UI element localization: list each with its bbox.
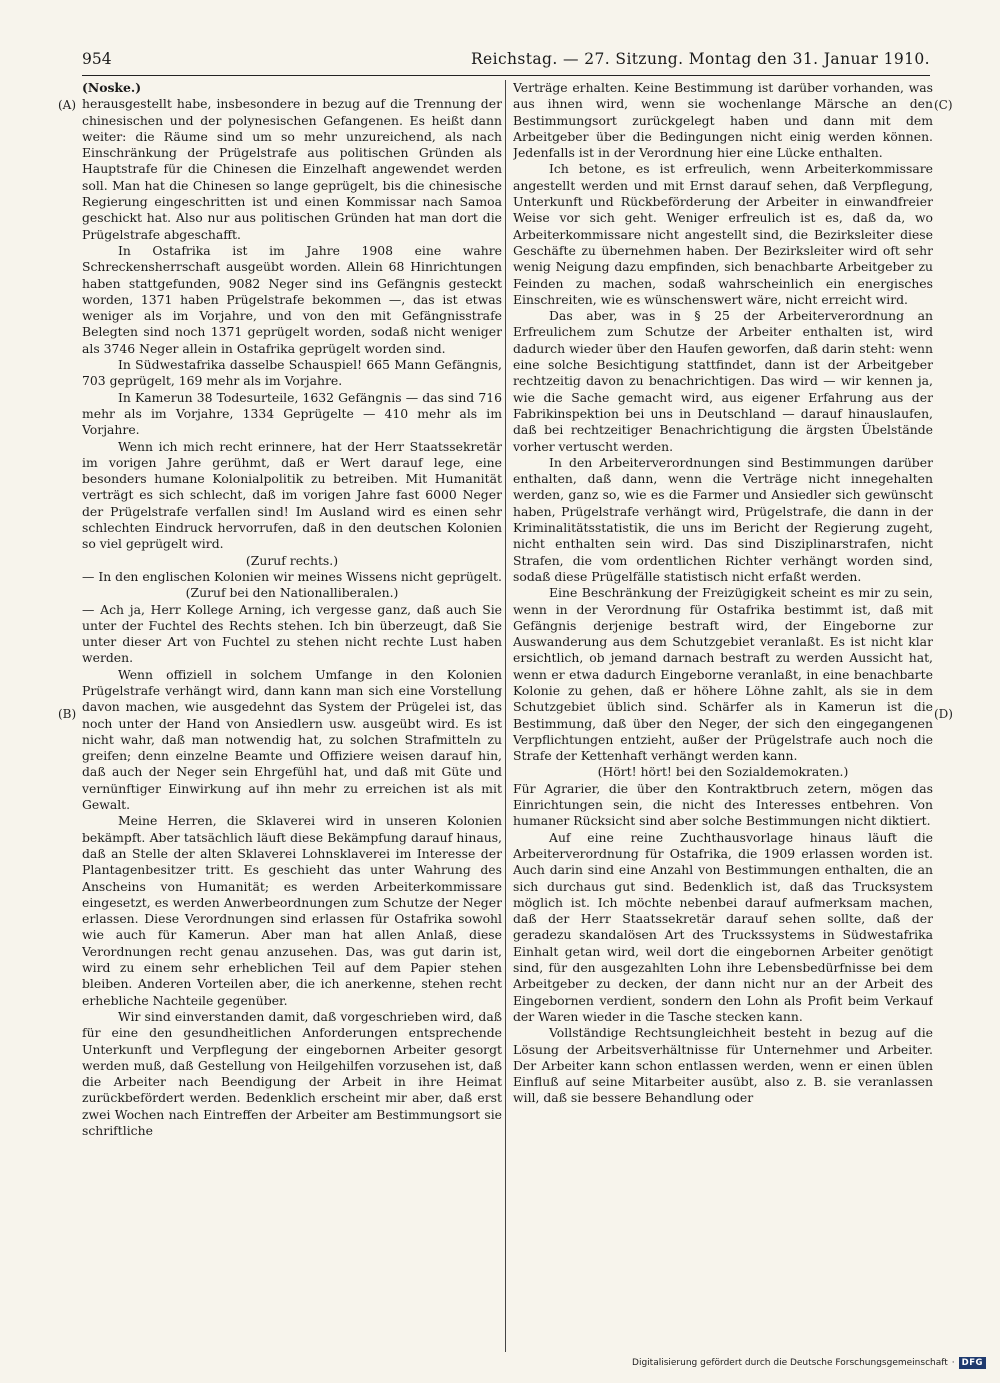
- paragraph: Wenn offiziell in solchem Umfange in den Kolonien Prügelstrafe verhängt wird, dann kann man sich eine Vorstellung davon machen, wie ausgedehnt das System der Prügelei ist, das noch unter der Hand von Ansiedlern usw. ausgeübt wird. Es ist nicht wahr, daß man notwendig hat, zu solchen Strafmitteln zu greifen; denn einzelne Beamte und Offiziere weisen darauf hin, daß auch der Neger sein Ehrgefühl hat, und daß mit Güte und vernünftiger Einwirkung auf ihn mehr zu erreichen ist als mit Gewalt.: [82, 666, 502, 813]
- margin-marker-d: (D): [934, 707, 953, 721]
- interjection: (Hört! hört! bei den Sozialdemokraten.): [597, 764, 849, 780]
- paragraph: herausgestellt habe, insbesondere in bezug auf die Trennung der chinesischen und der polynesischen Gefangenen. Es heißt dann weiter: die Räume sind um so mehr unzureichend, als nach Einschränkung der Prügelstrafe aus politischen Gründen als Hauptstrafe für die Chinesen die Einzelhaft angewendet werden soll. Man hat die Chinesen so lange geprügelt, bis die chinesische Regierung eingeschritten ist und einen Kommissar nach Samoa geschickt hat. Also nur aus politischen Gründen hat man dort die Prügelstrafe abgeschafft.: [82, 96, 502, 242]
- paragraph: Verträge erhalten. Keine Bestimmung ist darüber vorhanden, was aus ihnen wird, wenn sie wochenlange Märsche an den Bestimmungsort zurückgelegt haben und dann mit dem Arbeitgeber über die Bedingungen nicht einig werden können. Jedenfalls ist in der Verordnung hier eine Lücke enthalten.: [513, 80, 933, 161]
- page-header: [82, 50, 930, 76]
- paragraph: Eine Beschränkung der Freizügigkeit scheint es mir zu sein, wenn in der Verordnung für Ostafrika bestimmt ist, daß mit Gefängnis derjenige bestraft wird, der Eingeborne zur Auswanderung aus dem Schutzgebiet veranlaßt. Es ist nicht klar ersichtlich, ob jemand darnach bestraft zu werden Aussicht hat, wenn er etwa dadurch Eingeborne veranlaßt, in eine benachbarte Kolonie zu gehen, daß er höhere Löhne zahlt, als sie in dem Schutzgebiet üblich sind. Schärfer als in Kamerun ist die Bestimmung, daß über den Neger, der sich den eingegangenen Verpflichtungen entzieht, außer der Prügelstrafe auch noch die Strafe der Kettenhaft verhängt werden kann.: [513, 585, 933, 764]
- right-column: [513, 80, 933, 1352]
- paragraph: Meine Herren, die Sklaverei wird in unseren Kolonien bekämpft. Aber tatsächlich läuft diese Bekämpfung darauf hinaus, daß an Stelle der alten Sklaverei Lohnsklaverei im Interesse der Plantagenbesitzer tritt. Es geschieht das unter Wahrung des Anscheins von Humanität; es werden Arbeiterkommissare eingesetzt, es werden Anwerbeordnungen zum Schutze der Neger erlassen. Diese Verordnungen sind erlassen für Ostafrika sowohl wie auch für Kamerun. Aber man hat allen Anlaß, diese Verordnungen recht genau anzusehen. Das, was gut darin ist, wird zu einem sehr erheblichen Teil auf dem Papier stehen bleiben. Anderen Vorteilen aber, die ich anerkenne, stehen recht erhebliche Nachteile gegenüber.: [82, 813, 502, 1008]
- paragraph: In Südwestafrika dasselbe Schauspiel! 665 Mann Gefängnis, 703 geprügelt, 169 mehr als im Vorjahre.: [82, 357, 502, 389]
- paragraph: Wenn ich mich recht erinnere, hat der Herr Staatssekretär im vorigen Jahre gerühmt, daß er Wert darauf lege, eine besonders humane Kolonialpolitik zu betreiben. Mit Humanität verträgt es sich schlecht, daß im vorigen Jahre fast 6000 Neger der Prügelstrafe verfallen sind! Im Ausland wird es einen sehr schlechten Eindruck hervorrufen, daß in den deutschen Kolonien so viel geprügelt wird.: [82, 438, 502, 552]
- paragraph: Wir sind einverstanden damit, daß vorgeschrieben wird, daß für eine den gesundheitlichen Anforderungen entsprechende Unterkunft und Verpflegung der eingebornen Arbeiter gesorgt werden muß, daß Gestellung von Heilgehilfen vorzusehen ist, daß die Arbeiter nach Beendigung der Arbeit in ihre Heimat zurückbefördert werden. Bedenklich erscheint mir aber, daß erst zwei Wochen nach Eintreffen der Arbeiter am Bestimmungsort sie schriftliche: [82, 1008, 502, 1138]
- page-number: 954: [82, 50, 112, 68]
- speaker-label: (Noske.): [82, 80, 142, 95]
- paragraph: — Ach ja, Herr Kollege Arning, ich vergesse ganz, daß auch Sie unter der Fuchtel des Rechts stehen. Ich bin überzeugt, daß Sie unter dieser Art von Fuchtel zu stehen nicht rechte Lust haben werden.: [82, 601, 502, 666]
- paragraph: Auf eine reine Zuchthausvorlage hinaus läuft die Arbeiterverordnung für Ostafrika, die 1909 erlassen worden ist. Auch darin sind eine Anzahl von Bestimmungen enthalten, die an sich durchaus gut sind. Bedenklich ist, daß das Trucksystem möglich ist. Ich möchte nebenbei darauf aufmerksam machen, daß der Herr Staatssekretär darauf sehen sollte, daß der geradezu skandalösen Art des Truckssystems in Südwestafrika Einhalt getan wird, weil dort die eingebornen Arbeiter genötigt sind, für den ausgezahlten Lohn ihre Lebensbedürfnisse bei dem Arbeitgeber zu decken, der dann nicht nur an der Arbeit des Eingebornen verdient, sondern den Lohn als Profit beim Verkauf der Waren wieder in die Tasche stecken kann.: [513, 829, 933, 1024]
- paragraph: — In den englischen Kolonien wir meines Wissens nicht geprügelt.: [82, 568, 502, 584]
- paragraph: In Ostafrika ist im Jahre 1908 eine wahre Schreckensherrschaft ausgeübt worden. Allein 68 Hinrichtungen haben stattgefunden, 9082 Neger sind ins Gefängnis gesteckt worden, 1371 haben Prügelstrafe bekommen —, das ist etwas weniger als im Vorjahre, und von den mit Gefängnisstrafe Belegten sind noch 1371 geprügelt worden, sodaß nicht weniger als 3746 Neger allein in Ostafrika geprügelt worden sind.: [82, 242, 502, 356]
- margin-marker-c: (C): [934, 98, 953, 112]
- margin-marker-b: (B): [58, 707, 77, 721]
- page-title: Reichstag. — 27. Sitzung. Montag den 31. Januar 1910.: [470, 50, 930, 68]
- paragraph: Vollständige Rechtsungleichheit besteht in bezug auf die Lösung der Arbeitsverhältnisse für Unternehmer und Arbeiter. Der Arbeiter kann schon entlassen werden, wenn er einen üblen Einfluß auf seine Mitarbeiter ausübt, also z. B. sie veranlassen will, daß sie bessere Behandlung oder: [513, 1025, 933, 1106]
- paragraph: Für Agrarier, die über den Kontraktbruch zetern, mögen das Einrichtungen sein, die nicht des Interesses entbehren. Von humaner Rücksicht sind aber solche Bestimmungen nicht diktiert.: [513, 780, 933, 829]
- left-column: [82, 80, 502, 1352]
- interjection: (Zuruf rechts.): [245, 552, 339, 568]
- footer-credit: Digitalisierung gefördert durch die Deutsche Forschungsgemeinschaft · DFG: [632, 1355, 986, 1371]
- column-divider: [505, 80, 506, 1352]
- footer-text: Digitalisierung gefördert durch die Deutsche Forschungsgemeinschaft: [632, 1358, 948, 1368]
- paragraph: Ich betone, es ist erfreulich, wenn Arbeiterkommissare angestellt werden und mit Ernst darauf sehen, daß Verpflegung, Unterkunft und Rückbeförderung der Arbeiter in einwandfreier Weise vor sich geht. Weniger erfreulich ist es, daß da, wo Arbeiterkommissare nicht angestellt sind, die Bezirksleiter diese Geschäfte zu übernehmen haben. Der Bezirksleiter wird oft sehr wenig Neigung dazu empfinden, sich benachbarte Arbeitgeber zu Feinden zu machen, sodaß wahrscheinlich ein energisches Einschreiten, wie es wünschenswert wäre, nicht erreicht wird.: [513, 161, 933, 307]
- interjection: (Zuruf bei den Nationalliberalen.): [185, 585, 399, 601]
- paragraph: In Kamerun 38 Todesurteile, 1632 Gefängnis — das sind 716 mehr als im Vorjahre, 1334 Geprügelte — 410 mehr als im Vorjahre.: [82, 389, 502, 438]
- paragraph: Das aber, was in § 25 der Arbeiterverordnung an Erfreulichem zum Schutze der Arbeiter enthalten ist, wird dadurch wieder über den Haufen geworfen, daß darin steht: wenn eine solche Besichtigung stattfindet, dann ist der Arbeitgeber rechtzeitig davon zu benachrichtigen. Das wird — wir kennen ja, wie die Sache gemacht wird, aus eigener Erfahrung aus der Fabrikinspektion bei uns in Deutschland — darauf hinauslaufen, daß bei rechtzeitiger Benachrichtigung die ärgsten Übelstände vorher vertuscht werden.: [513, 308, 933, 454]
- paragraph: In den Arbeiterverordnungen sind Bestimmungen darüber enthalten, daß dann, wenn die Verträge nicht innegehalten werden, ganz so, wie es die Farmer und Ansiedler sich gewünscht haben, Prügelstrafe verhängt wird, Prügelstrafe, die dann in der Kriminalitätsstatistik, die uns im Bericht der Regierung zugeht, nicht enthalten sein wird. Das sind Disziplinarstrafen, nicht Strafen, die vom ordentlichen Richter verhängt worden sind, sodaß diese Prügelfälle statistisch nicht erfaßt werden.: [513, 454, 933, 584]
- margin-marker-a: (A): [58, 98, 77, 112]
- dfg-logo-icon: DFG: [959, 1357, 986, 1369]
